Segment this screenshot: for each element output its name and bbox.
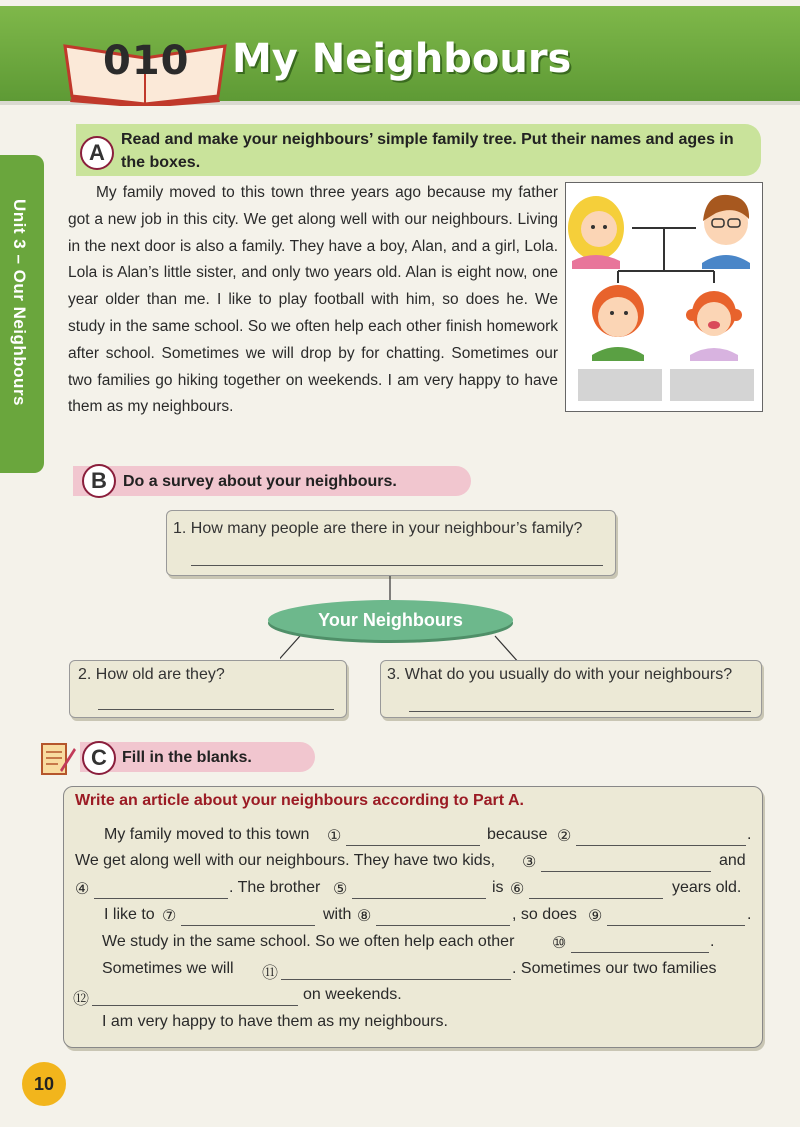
father-figure-icon [702, 195, 750, 269]
article-text: years old. [672, 879, 742, 896]
blank-9[interactable] [607, 925, 745, 926]
article-text: I am very happy to have them as my neighbours. [102, 1013, 448, 1030]
question-3-text: 3. What do you usually do with your neighbours? [387, 666, 733, 683]
question-1-text: 1. How many people are there in your neighbour’s family? [173, 520, 583, 537]
article-text: with [323, 906, 352, 923]
question-2-text: 2. How old are they? [78, 666, 225, 683]
section-c-instruction: Fill in the blanks. [122, 749, 252, 766]
name-box-alan[interactable] [578, 369, 662, 401]
blank-number: ⑨ [588, 908, 603, 925]
article-text: . The brother [229, 879, 321, 896]
blank-number: ⑪ [262, 965, 279, 982]
lesson-number: 010 [103, 38, 190, 84]
page-number: 10 [22, 1062, 66, 1106]
blank-number: ⑦ [162, 908, 177, 925]
page-title: My Neighbours [232, 36, 572, 82]
section-b-letter: B [82, 464, 116, 498]
blank-11[interactable] [281, 979, 511, 980]
mother-figure-icon [568, 196, 624, 269]
article-text: . [710, 933, 715, 950]
blank-number: ⑫ [73, 991, 90, 1008]
article-text: on weekends. [303, 986, 402, 1003]
writing-notepad-icon [40, 740, 76, 778]
article-text: . Sometimes our two families [512, 960, 717, 977]
article-text: We get along well with our neighbours. They have two kids, [75, 852, 496, 869]
boy-figure-icon [592, 285, 644, 361]
name-box-lola[interactable] [670, 369, 754, 401]
girl-figure-icon [686, 291, 742, 361]
article-text: We study in the same school. So we often help each other [102, 933, 515, 950]
blank-number: ① [327, 828, 342, 845]
section-c-letter: C [82, 741, 116, 775]
blank-number: ⑧ [357, 908, 372, 925]
blank-number: ⑤ [333, 881, 348, 898]
blank-10[interactable] [571, 952, 709, 953]
article-text: I like to [104, 906, 155, 923]
article-text: Sometimes we will [102, 960, 234, 977]
unit-side-tab [0, 155, 44, 473]
blank-12[interactable] [92, 1005, 298, 1006]
blank-number: ③ [522, 854, 537, 871]
blank-number: ④ [75, 881, 90, 898]
answer-line-2[interactable] [98, 709, 334, 710]
article-text: is [492, 879, 504, 896]
blank-number: ② [557, 828, 572, 845]
blank-1[interactable] [346, 845, 480, 846]
blank-6[interactable] [529, 898, 663, 899]
blank-5[interactable] [352, 898, 486, 899]
section-b-instruction: Do a survey about your neighbours. [123, 473, 397, 490]
blank-number: ⑥ [510, 881, 525, 898]
survey-center-oval: Your Neighbours [268, 600, 513, 640]
answer-line-3[interactable] [409, 711, 751, 712]
family-tree [565, 182, 763, 412]
blank-3[interactable] [541, 871, 711, 872]
section-a-letter: A [80, 136, 114, 170]
article-text: . [747, 906, 752, 923]
blank-7[interactable] [181, 925, 315, 926]
article-text: because [487, 826, 548, 843]
article-text: My family moved to this town [104, 826, 310, 843]
survey-question-2 [69, 660, 347, 718]
survey-question-3 [380, 660, 762, 718]
section-a-instruction: Read and make your neighbours’ simple family tree. Put their names and ages in the boxes. [121, 131, 734, 171]
article-text: , so does [512, 906, 577, 923]
blank-4[interactable] [94, 898, 228, 899]
blank-8[interactable] [376, 925, 510, 926]
blank-2[interactable] [576, 845, 746, 846]
blank-number: ⑩ [552, 935, 567, 952]
unit-label: Unit 3 – Our Neighbours [10, 199, 29, 407]
article-title: Write an article about your neighbours according to Part A. [75, 792, 524, 809]
family-tree-illustration [566, 183, 761, 363]
answer-line-1[interactable] [191, 565, 603, 566]
article-text: and [719, 852, 746, 869]
section-a-paragraph: My family moved to this town three years ago because my father got a new job in this city. We get along well with our neighbours. Living in the next door is also a family. They have a boy, Alan, and a girl, Lola. Lola is Alan’s little sister, and only two years old. Alan is eight now, one year older than me. I like to play football with him, so does he. We study in the same school. So we often help each other finish homework after school. Sometimes we will drop by for chatting. Sometimes our two families go hiking together on weekends. I am very happy to have them as my neighbours. [68, 184, 558, 416]
article-text: . [747, 826, 752, 843]
survey-question-1 [166, 510, 616, 576]
